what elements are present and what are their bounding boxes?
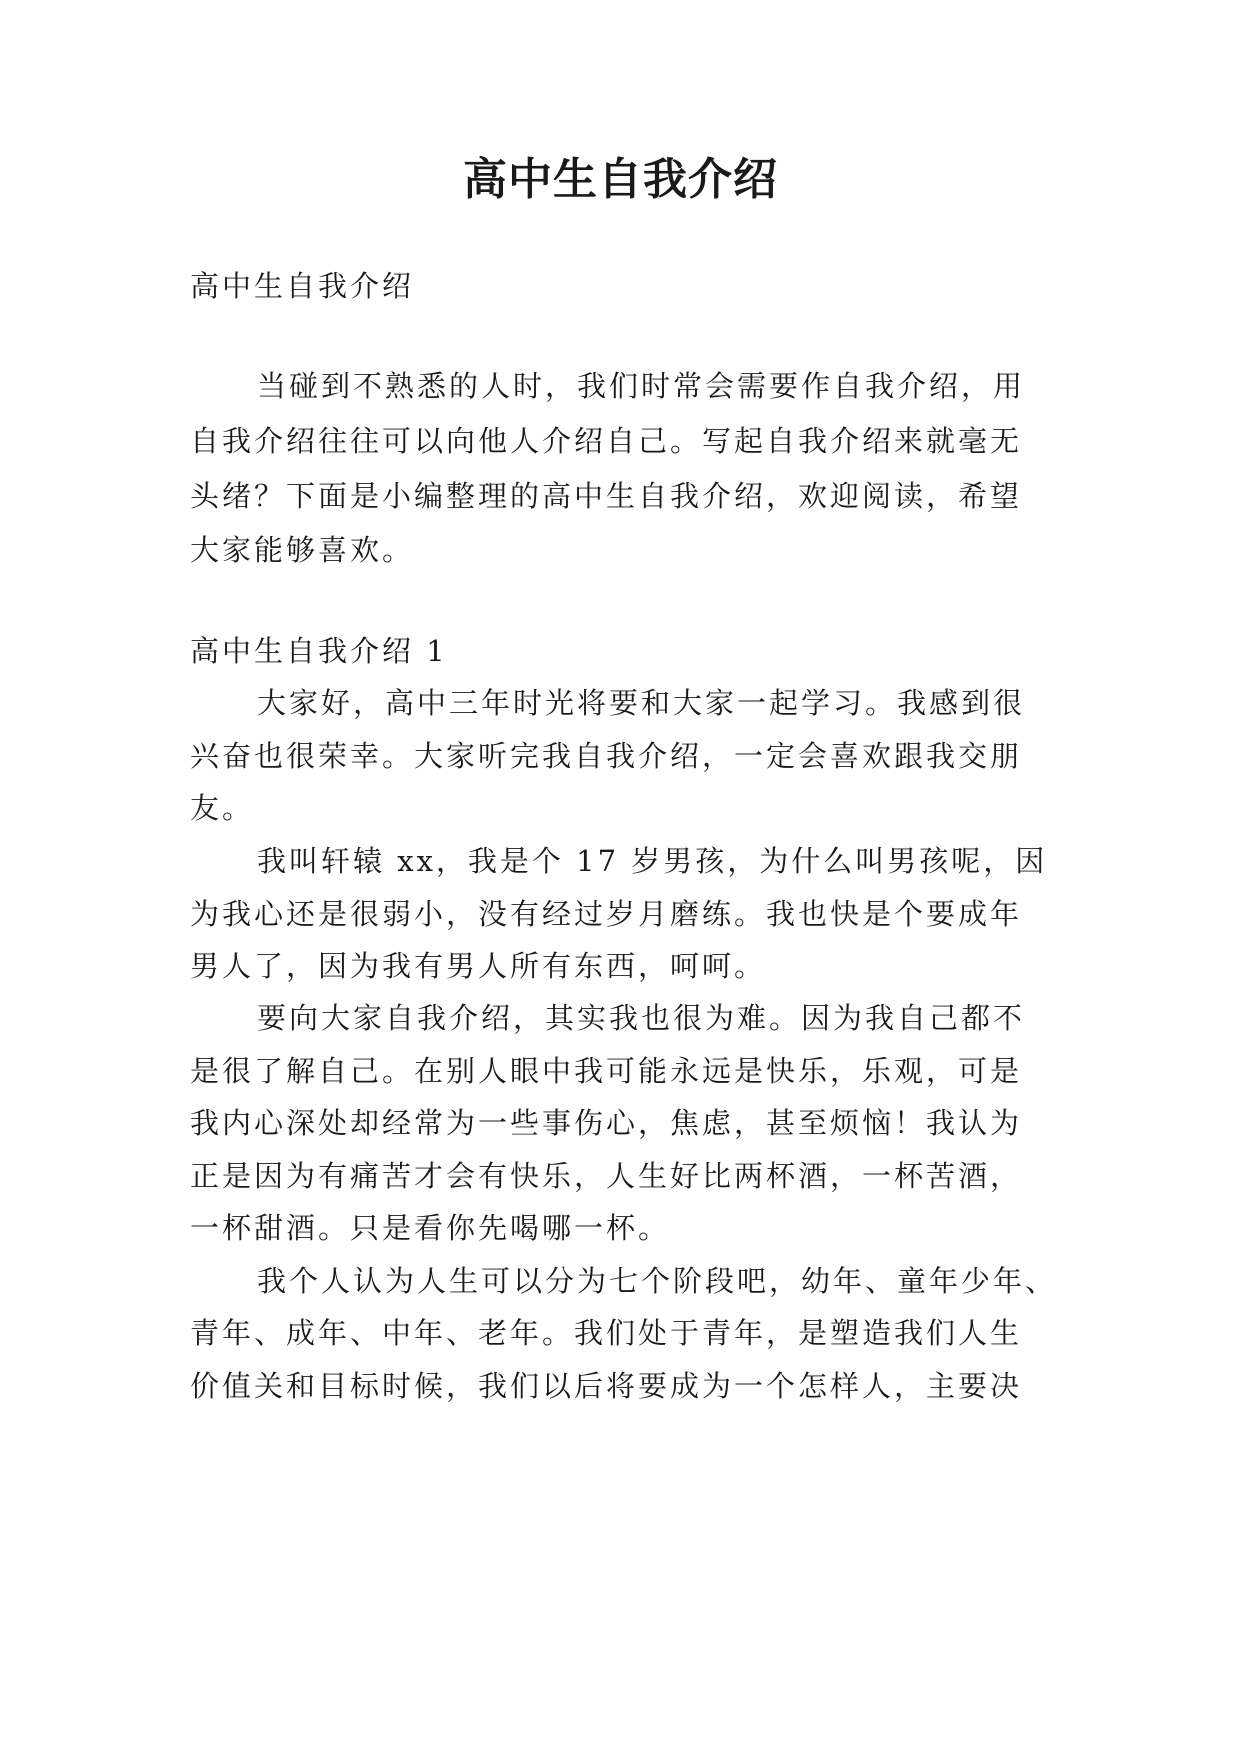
body-line: 价值关和目标时候，我们以后将要成为一个怎样人，主要决 bbox=[190, 1369, 1023, 1403]
body-line: 我内心深处却经常为一些事伤心，焦虑，甚至烦恼！我认为 bbox=[190, 1106, 1023, 1140]
document-subtitle: 高中生自我介绍 bbox=[190, 269, 415, 303]
page-title: 高中生自我介绍 bbox=[463, 154, 778, 205]
body-line: 我叫轩辕 xx，我是个 17 岁男孩，为什么叫男孩呢，因 bbox=[257, 844, 1048, 878]
body-line: 男人了，因为我有男人所有东西，呵呵。 bbox=[190, 949, 767, 983]
body-line: 是很了解自己。在别人眼中我可能永远是快乐，乐观，可是 bbox=[190, 1054, 1023, 1088]
body-line: 友。 bbox=[190, 791, 255, 825]
body-line: 为我心还是很弱小，没有经过岁月磨练。我也快是个要成年 bbox=[190, 897, 1023, 931]
intro-line: 自我介绍往往可以向他人介绍自己。写起自我介绍来就毫无 bbox=[190, 424, 1023, 458]
body-line: 大家好，高中三年时光将要和大家一起学习。我感到很 bbox=[257, 686, 1026, 720]
intro-line: 大家能够喜欢。 bbox=[190, 533, 415, 567]
body-line: 要向大家自我介绍，其实我也很为难。因为我自己都不 bbox=[257, 1001, 1026, 1035]
body-line: 我个人认为人生可以分为七个阶段吧，幼年、童年少年、 bbox=[257, 1264, 1058, 1298]
section-heading: 高中生自我介绍 1 bbox=[190, 634, 448, 668]
body-line: 青年、成年、中年、老年。我们处于青年，是塑造我们人生 bbox=[190, 1316, 1023, 1350]
body-line: 正是因为有痛苦才会有快乐，人生好比两杯酒，一杯苦酒， bbox=[190, 1159, 1023, 1193]
body-line: 一杯甜酒。只是看你先喝哪一杯。 bbox=[190, 1211, 671, 1245]
body-line: 兴奋也很荣幸。大家听完我自我介绍，一定会喜欢跟我交朋 bbox=[190, 739, 1023, 773]
intro-line: 当碰到不熟悉的人时，我们时常会需要作自我介绍，用 bbox=[257, 369, 1026, 403]
intro-line: 头绪？下面是小编整理的高中生自我介绍，欢迎阅读，希望 bbox=[190, 479, 1023, 513]
